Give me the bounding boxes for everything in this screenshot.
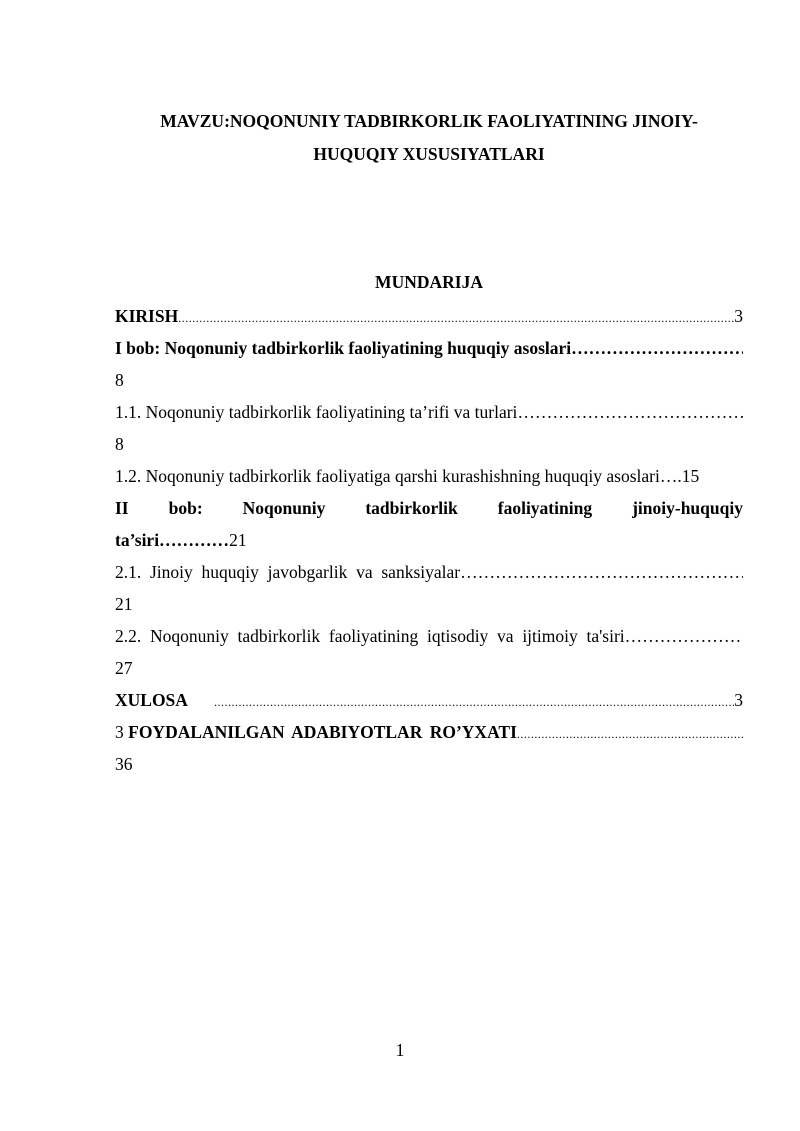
title-line-1: MAVZU:NOQONUNIY TADBIRKORLIK FAOLIYATINING JINOIY- xyxy=(160,111,698,131)
toc-word: tadbirkorlik xyxy=(365,498,458,518)
toc-leader xyxy=(625,620,743,652)
toc-entry-bob-1[interactable] xyxy=(115,332,743,364)
toc-page-number: 3 xyxy=(734,306,743,326)
toc-entry-1-1[interactable] xyxy=(115,396,743,428)
toc-entry-kirish[interactable] xyxy=(115,300,743,332)
page-number-footer: 1 xyxy=(395,1040,405,1060)
toc-entry-bob-2[interactable] xyxy=(115,492,743,524)
toc-entry-label: ta’siri………… xyxy=(115,530,230,550)
toc-entry-xulosa[interactable] xyxy=(115,684,743,716)
toc-page-number: 15 xyxy=(681,466,700,486)
toc-entry-label: 1.2. Noqonuniy tadbirkorlik faoliyatiga qarshi kurashishning huquqiy asoslari xyxy=(115,466,660,486)
toc-leader xyxy=(571,332,743,364)
toc-leader xyxy=(178,302,734,332)
toc-page-number: 8 xyxy=(115,370,124,390)
toc-word: jinoiy-huquqiy xyxy=(632,498,743,518)
toc-page-number: 27 xyxy=(115,658,133,678)
toc-entry-label: I bob: Noqonuniy tadbirkorlik faoliyatining huquqiy asoslari xyxy=(115,338,572,358)
toc-entry-label: KIRISH xyxy=(115,306,179,326)
toc-entry-adabiyotlar-page-line xyxy=(115,748,743,780)
toc-word: faoliyatining xyxy=(497,498,593,518)
toc-entry-2-2-page-line xyxy=(115,652,743,684)
toc-leader: …. xyxy=(659,466,682,486)
toc-leader xyxy=(214,686,734,716)
document-title xyxy=(115,105,743,171)
toc-entry-label: FOYDALANILGAN ADABIYOTLAR RO’YXATI xyxy=(128,722,517,742)
toc-page-number: 8 xyxy=(115,434,124,454)
toc-entry-prefix: 3 xyxy=(115,722,129,742)
toc-entry-bob-2-line-2 xyxy=(115,524,743,556)
toc-word: bob: xyxy=(168,498,203,518)
toc-entry-1-1-page-line xyxy=(115,428,743,460)
toc-entry-label: 1.1. Noqonuniy tadbirkorlik faoliyatining ta’rifi va turlari xyxy=(115,402,518,422)
toc-entry-2-1[interactable] xyxy=(115,556,743,588)
toc-leader xyxy=(517,718,743,748)
toc-word: Noqonuniy xyxy=(242,498,326,518)
toc-page-number: 21 xyxy=(229,530,247,550)
toc-entry-adabiyotlar[interactable] xyxy=(115,716,743,748)
toc-page-number: 21 xyxy=(115,594,133,614)
table-of-contents xyxy=(115,300,743,780)
toc-entry-label: 2.2. Noqonuniy tadbirkorlik faoliyatining iqtisodiy va ijtimoiy ta'siri xyxy=(115,626,625,646)
toc-word: II xyxy=(115,498,129,518)
toc-entry-label: 2.1. Jinoiy huquqiy javobgarlik va sanksiyalar xyxy=(115,562,461,582)
toc-page-number: 3 xyxy=(734,690,743,710)
toc-entry-2-1-page-line xyxy=(115,588,743,620)
toc-entry-bob-1-page-line xyxy=(115,364,743,396)
toc-heading: MUNDARIJA xyxy=(375,272,483,292)
toc-leader xyxy=(517,396,743,428)
toc-entry-label: XULOSA xyxy=(115,690,188,710)
toc-page-number: 36 xyxy=(115,754,133,774)
toc-leader xyxy=(460,556,743,588)
title-line-2: HUQUQIY XUSUSIYATLARI xyxy=(313,144,545,164)
toc-entry-1-2[interactable] xyxy=(115,460,743,492)
toc-entry-2-2[interactable] xyxy=(115,620,743,652)
